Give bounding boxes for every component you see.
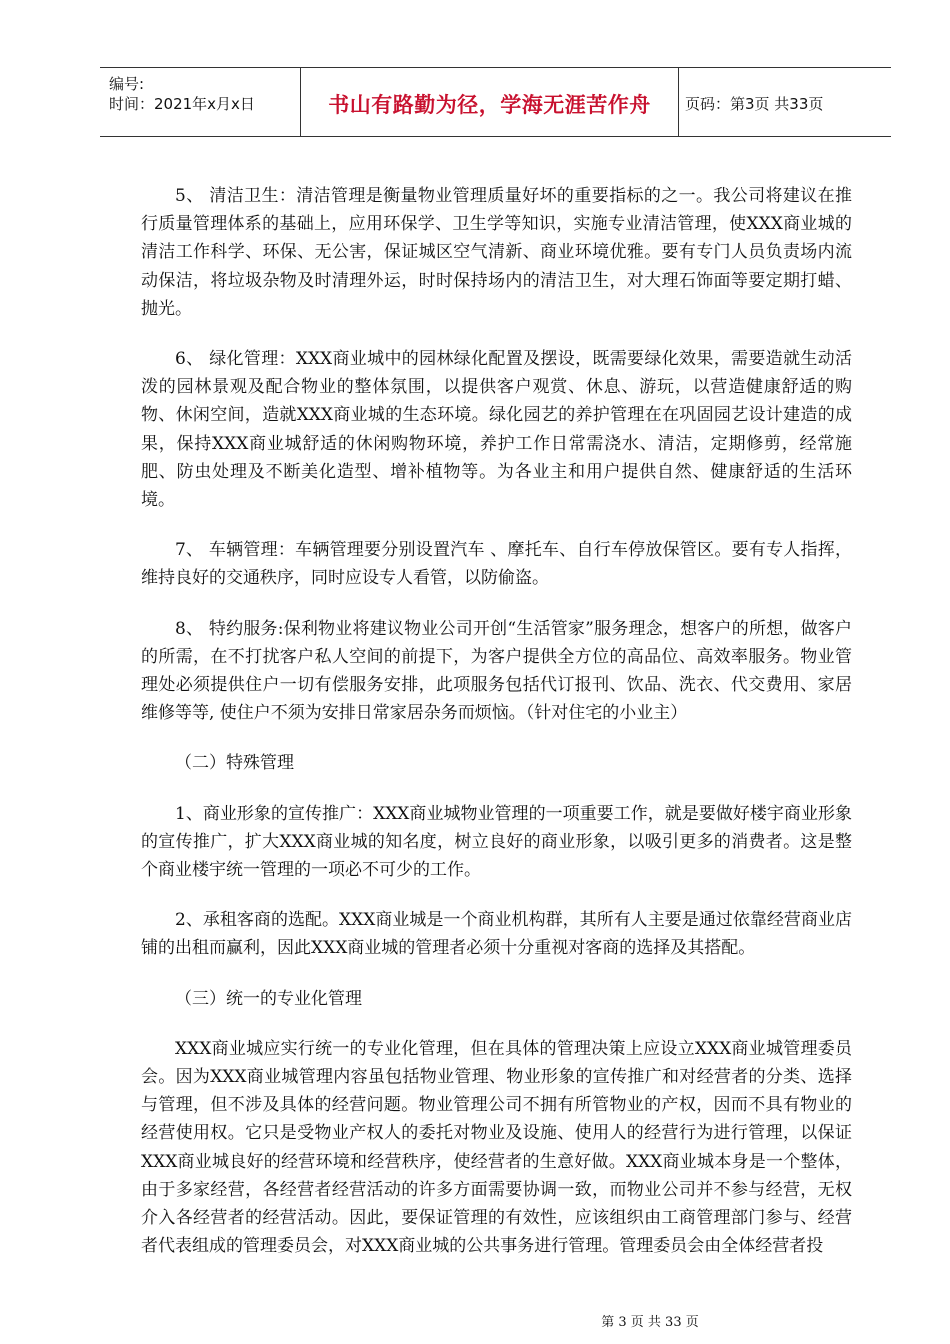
section-heading-special-management: （二）特殊管理 <box>175 753 294 774</box>
page-footer-number: 第 3 页 共 33 页 <box>601 1315 699 1330</box>
document-body <box>141 182 852 1283</box>
paragraph-cleaning: 5、 清洁卫生：清洁管理是衡量物业管理质量好坏的重要指标的之一。我公司将建议在推行质量管理体系的基础上，应用环保学、卫生学等知识，实施专业清洁管理，使XXX商业城的清洁工作科学、环保、无公害，保证城区空气清新、商业环境优雅。要有专门人员负责场内流动保洁，将垃圾杂物及时清理外运，时时保持场内的清洁卫生，对大理石饰面等要定期打蜡、抛光。 <box>141 186 852 319</box>
paragraph-vehicles: 7、 车辆管理：车辆管理要分别设置汽车 、摩托车、自行车停放保管区。要有专人指挥，维持良好的交通秩序，同时应设专人看管，以防偷盗。 <box>141 540 852 589</box>
header-left-cell <box>100 68 301 136</box>
header-right-cell <box>679 68 891 136</box>
document-number-label: 编号: <box>109 75 145 93</box>
paragraph-image-promotion: 1、商业形象的宣传推广：XXX商业城物业管理的一项重要工作，就是要做好楼宇商业形象的宣传推广，扩大XXX商业城的知名度，树立良好的商业形象，以吸引更多的消费者。这是整个商业楼宇统一管理的一项必不可少的工作。 <box>141 803 852 881</box>
page-footer <box>0 1311 950 1330</box>
page-info: 页码：第3页 共33页 <box>685 95 824 113</box>
paragraph-greening: 6、 绿化管理：XXX商业城中的园林绿化配置及摆设，既需要绿化效果，需要造就生动活泼的园林景观及配合物业的整体氛围，以提供客户观赏、休息、游玩，以营造健康舒适的购物、休闲空间，造就XXX商业城的生态环境。绿化园艺的养护管理在在巩固园艺设计建造的成果，保持XXX商业城舒适的休闲购物环境，养护工作日常需浇水、清洁，定期修剪，经常施肥、防虫处理及不断美化造型、增补植物等。为各业主和用户提供自然、健康舒适的生活环境。 <box>141 349 852 511</box>
header-motto: 书山有路勤为径，学海无涯苦作舟 <box>328 93 651 117</box>
header-middle-cell <box>301 68 679 136</box>
paragraph-unified-management: XXX商业城应实行统一的专业化管理，但在具体的管理决策上应设立XXX商业城管理委员会。因为XXX商业城管理内容虽包括物业管理、物业形象的宣传推广和对经营者的分类、选择与管理，但不涉及具体的经营问题。物业管理公司不拥有所管物业的产权，因而不具有物业的经营使用权。它只是受物业产权人的委托对物业及设施、使用人的经营行为进行管理，以保证XXX商业城良好的经营环境和经营秩序，使经营者的生意好做。XXX商业城本身是一个整体，由于多家经营，各经营者经营活动的许多方面需要协调一致，而物业公司并不参与经营，无权介入各经营者的经营活动。因此，要保证管理的有效性，应该组织由工商管理部门参与、经营者代表组成的管理委员会，对XXX商业城的公共事务进行管理。管理委员会由全体经营者投 <box>141 1038 852 1257</box>
paragraph-tenant-selection: 2、承租客商的选配。XXX商业城是一个商业机构群，其所有人主要是通过依靠经营商业店铺的出租而赢利，因此XXX商业城的管理者必须十分重视对客商的选择及其搭配。 <box>141 910 852 959</box>
section-heading-unified-management: （三）统一的专业化管理 <box>175 988 362 1009</box>
paragraph-special-services: 8、 特约服务:保利物业将建议物业公司开创“生活管家”服务理念，想客户的所想，做客户的所需，在不打扰客户私人空间的前提下，为客户提供全方位的高品位、高效率服务。物业管理处必须提供住户一切有偿服务安排，此项服务包括代订报刊、饮品、洗衣、代交费用、家居维修等等, 使住户不须为安排日常家居杂务而烦恼。（针对住宅的小业主） <box>141 618 852 724</box>
document-time-label: 时间：2021年x月x日 <box>109 95 255 113</box>
page-header <box>100 67 891 137</box>
